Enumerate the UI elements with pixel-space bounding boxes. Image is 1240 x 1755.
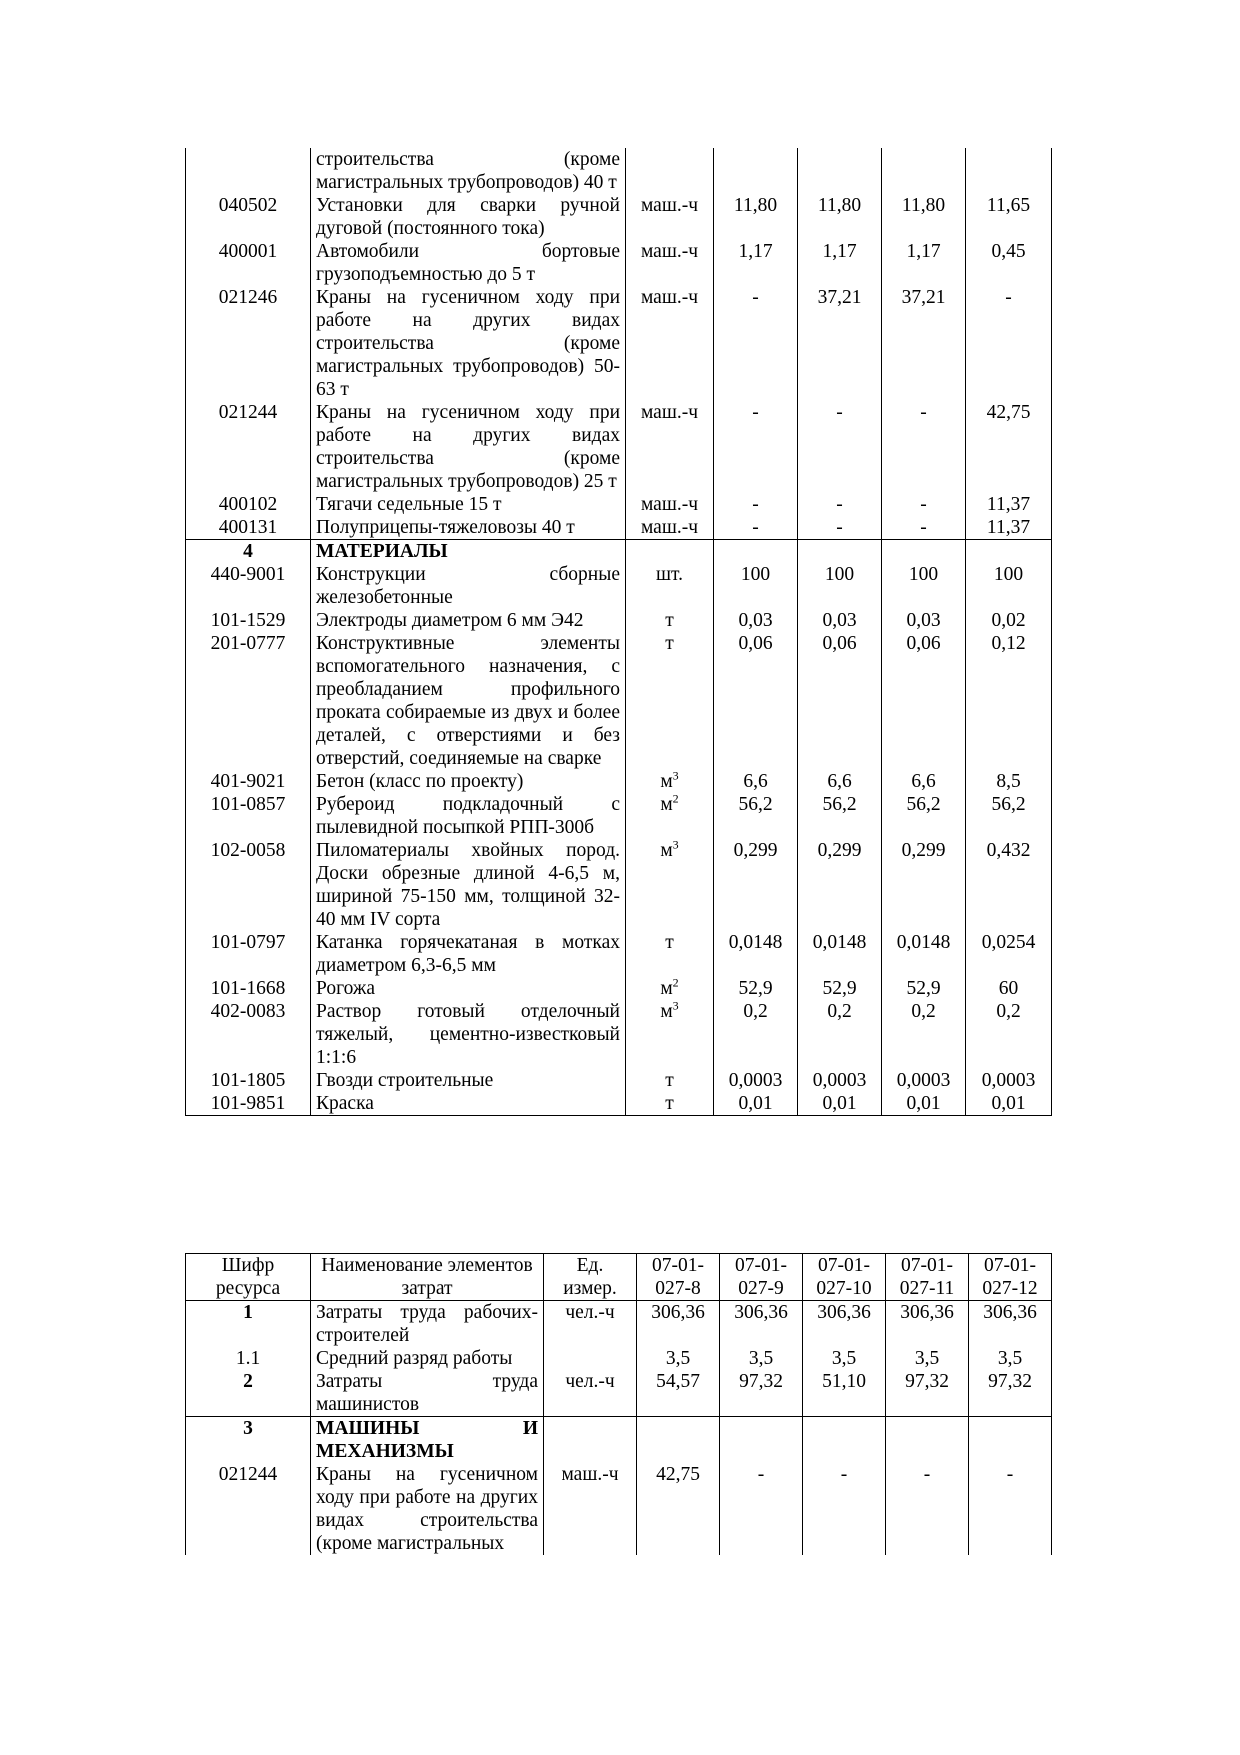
unit: маш.-ч bbox=[640, 195, 699, 216]
value-cell: 0,01 bbox=[966, 1092, 1052, 1116]
resource-name: Рогожа bbox=[311, 977, 626, 1000]
resource-code: 400102 bbox=[186, 493, 311, 516]
unit-cell bbox=[626, 1069, 714, 1092]
unit-cell bbox=[626, 931, 714, 977]
table-row bbox=[186, 516, 1052, 540]
unit: шт. bbox=[656, 564, 683, 585]
value-cell: 1,17 bbox=[882, 240, 966, 286]
resource-code: 201-0777 bbox=[186, 632, 311, 770]
resource-code: 101-0857 bbox=[186, 793, 311, 839]
value-cell: 0,45 bbox=[966, 240, 1052, 286]
value-cell bbox=[966, 148, 1052, 194]
value-cell: 1,17 bbox=[714, 240, 798, 286]
empty-cell bbox=[803, 1417, 886, 1464]
resource-name: Автомобили бортовые грузоподъемностью до 5 т bbox=[311, 240, 626, 286]
value-cell: 97,32 bbox=[886, 1370, 969, 1417]
value-cell: 0,299 bbox=[882, 839, 966, 931]
value-cell: 0,0003 bbox=[966, 1069, 1052, 1092]
table-row bbox=[186, 563, 1052, 609]
value-cell: 0,0148 bbox=[798, 931, 882, 977]
value-cell bbox=[714, 148, 798, 194]
resource-code: 440-9001 bbox=[186, 563, 311, 609]
resource-name: Краны на гусеничном ходу при работе на других видах строительства (кроме магистральных bbox=[311, 1463, 544, 1555]
value-cell: 306,36 bbox=[637, 1301, 720, 1348]
header-norm-code: 07-01-027-12 bbox=[969, 1254, 1052, 1301]
value-cell: - bbox=[798, 516, 882, 540]
value-cell bbox=[798, 148, 882, 194]
table-row bbox=[186, 839, 1052, 931]
unit: т bbox=[665, 610, 674, 631]
resource-code: 2 bbox=[186, 1370, 311, 1417]
value-cell: 97,32 bbox=[720, 1370, 803, 1417]
empty-cell bbox=[969, 1417, 1052, 1464]
value-cell: 0,0148 bbox=[882, 931, 966, 977]
value-cell: 37,21 bbox=[882, 286, 966, 401]
unit-exponent: 2 bbox=[672, 975, 679, 990]
unit: маш.-ч bbox=[640, 287, 699, 308]
header-code: Шифр ресурса bbox=[186, 1254, 311, 1301]
table-row bbox=[186, 1463, 1052, 1555]
value-cell: - bbox=[798, 493, 882, 516]
value-cell: 11,37 bbox=[966, 493, 1052, 516]
value-cell: 306,36 bbox=[803, 1301, 886, 1348]
section-code: 4 bbox=[186, 540, 311, 564]
resource-name: Пиломатериалы хвойных пород. Доски обрезные длиной 4-6,5 м, шириной 75-150 мм, толщиной 32-40 мм IV сорта bbox=[311, 839, 626, 931]
unit: м bbox=[660, 978, 673, 999]
table-row bbox=[186, 1000, 1052, 1069]
value-cell: - bbox=[714, 286, 798, 401]
empty-cell bbox=[720, 1417, 803, 1464]
value-cell: 0,01 bbox=[714, 1092, 798, 1116]
value-cell: 100 bbox=[966, 563, 1052, 609]
unit: чел.-ч bbox=[565, 1371, 615, 1392]
value-cell: 0,02 bbox=[966, 609, 1052, 632]
table-row bbox=[186, 148, 1052, 194]
table-row bbox=[186, 194, 1052, 240]
unit: маш.-ч bbox=[640, 241, 699, 262]
header-unit: Ед. измер. bbox=[544, 1254, 637, 1301]
unit-cell bbox=[544, 1301, 637, 1348]
table-row bbox=[186, 1347, 1052, 1370]
resource-code: 1.1 bbox=[186, 1347, 311, 1370]
value-cell: - bbox=[798, 401, 882, 493]
value-cell: 52,9 bbox=[882, 977, 966, 1000]
resource-code: 101-1805 bbox=[186, 1069, 311, 1092]
value-cell: 42,75 bbox=[637, 1463, 720, 1555]
resource-name: Бетон (класс по проекту) bbox=[311, 770, 626, 793]
resources-table bbox=[185, 1253, 1052, 1555]
unit-cell bbox=[626, 194, 714, 240]
unit-cell bbox=[544, 1463, 637, 1555]
value-cell: 97,32 bbox=[969, 1370, 1052, 1417]
value-cell: 3,5 bbox=[803, 1347, 886, 1370]
empty-cell bbox=[882, 540, 966, 564]
value-cell: 100 bbox=[798, 563, 882, 609]
unit: м bbox=[660, 840, 673, 861]
value-cell: 54,57 bbox=[637, 1370, 720, 1417]
value-cell bbox=[882, 148, 966, 194]
unit-cell bbox=[626, 401, 714, 493]
resource-code: 021244 bbox=[186, 1463, 311, 1555]
unit-cell bbox=[626, 563, 714, 609]
unit-cell bbox=[626, 1000, 714, 1069]
unit-exponent: 2 bbox=[672, 791, 679, 806]
table-row bbox=[186, 493, 1052, 516]
unit-cell bbox=[544, 1347, 637, 1370]
resource-name: Полуприцепы-тяжеловозы 40 т bbox=[311, 516, 626, 540]
value-cell: 6,6 bbox=[714, 770, 798, 793]
unit-cell bbox=[626, 240, 714, 286]
value-cell: 3,5 bbox=[720, 1347, 803, 1370]
materials-table bbox=[185, 148, 1052, 1116]
value-cell: 3,5 bbox=[886, 1347, 969, 1370]
value-cell: 52,9 bbox=[798, 977, 882, 1000]
value-cell: 0,432 bbox=[966, 839, 1052, 931]
unit: маш.-ч bbox=[561, 1464, 619, 1485]
value-cell: - bbox=[803, 1463, 886, 1555]
empty-cell bbox=[637, 1417, 720, 1464]
value-cell: 306,36 bbox=[720, 1301, 803, 1348]
header-norm-code: 07-01-027-9 bbox=[720, 1254, 803, 1301]
unit-cell bbox=[626, 286, 714, 401]
resource-code: 401-9021 bbox=[186, 770, 311, 793]
value-cell: 1,17 bbox=[798, 240, 882, 286]
unit: м bbox=[660, 771, 673, 792]
value-cell: 11,80 bbox=[882, 194, 966, 240]
unit: чел.-ч bbox=[565, 1302, 615, 1323]
resource-code: 021244 bbox=[186, 401, 311, 493]
section-title: МАШИНЫ И МЕХАНИЗМЫ bbox=[311, 1417, 544, 1464]
table-row bbox=[186, 977, 1052, 1000]
unit: м bbox=[660, 1001, 673, 1022]
resource-code: 101-0797 bbox=[186, 931, 311, 977]
empty-cell bbox=[966, 540, 1052, 564]
value-cell: 0,299 bbox=[798, 839, 882, 931]
value-cell: 6,6 bbox=[882, 770, 966, 793]
resource-name: Конструктивные элементы вспомогательного назначения, с преобладанием профильного проката собираемые из двух и более деталей, с отверстиями и без отверстий, соединяемые на сварке bbox=[311, 632, 626, 770]
value-cell: 37,21 bbox=[798, 286, 882, 401]
value-cell: - bbox=[969, 1463, 1052, 1555]
table-row bbox=[186, 1069, 1052, 1092]
value-cell: 100 bbox=[882, 563, 966, 609]
empty-cell bbox=[798, 540, 882, 564]
value-cell: 3,5 bbox=[637, 1347, 720, 1370]
value-cell: 100 bbox=[714, 563, 798, 609]
value-cell: 0,2 bbox=[882, 1000, 966, 1069]
value-cell: 0,12 bbox=[966, 632, 1052, 770]
resource-name: Гвозди строительные bbox=[311, 1069, 626, 1092]
value-cell: - bbox=[714, 493, 798, 516]
value-cell: 42,75 bbox=[966, 401, 1052, 493]
table-row bbox=[186, 1092, 1052, 1116]
value-cell: 11,80 bbox=[714, 194, 798, 240]
value-cell: 52,9 bbox=[714, 977, 798, 1000]
resource-code: 101-1668 bbox=[186, 977, 311, 1000]
unit-cell bbox=[626, 1092, 714, 1116]
value-cell: - bbox=[714, 401, 798, 493]
value-cell: 11,65 bbox=[966, 194, 1052, 240]
value-cell: 0,0148 bbox=[714, 931, 798, 977]
resource-code: 101-9851 bbox=[186, 1092, 311, 1116]
table-row bbox=[186, 286, 1052, 401]
resource-name: Раствор готовый отделочный тяжелый, цементно-известковый 1:1:6 bbox=[311, 1000, 626, 1069]
table-row bbox=[186, 632, 1052, 770]
unit: т bbox=[665, 633, 674, 654]
value-cell: 60 bbox=[966, 977, 1052, 1000]
table-row bbox=[186, 793, 1052, 839]
table-row bbox=[186, 1301, 1052, 1348]
header-norm-code: 07-01-027-10 bbox=[803, 1254, 886, 1301]
value-cell: 0,03 bbox=[882, 609, 966, 632]
unit: м bbox=[660, 794, 673, 815]
table-row bbox=[186, 1370, 1052, 1417]
unit-cell bbox=[626, 839, 714, 931]
unit-exponent: 3 bbox=[672, 837, 679, 852]
table-row bbox=[186, 240, 1052, 286]
value-cell: 56,2 bbox=[714, 793, 798, 839]
resource-name: Затраты труда рабочих-строителей bbox=[311, 1301, 544, 1348]
value-cell: - bbox=[720, 1463, 803, 1555]
resource-name: Рубероид подкладочный с пылевидной посыпкой РПП-300б bbox=[311, 793, 626, 839]
value-cell: 11,37 bbox=[966, 516, 1052, 540]
resource-name: Краска bbox=[311, 1092, 626, 1116]
value-cell: 0,03 bbox=[798, 609, 882, 632]
value-cell: 0,06 bbox=[714, 632, 798, 770]
unit: маш.-ч bbox=[640, 402, 699, 423]
value-cell: 0,0003 bbox=[798, 1069, 882, 1092]
unit-cell bbox=[626, 793, 714, 839]
value-cell: 0,0254 bbox=[966, 931, 1052, 977]
unit: т bbox=[665, 1070, 674, 1091]
resource-code: 101-1529 bbox=[186, 609, 311, 632]
value-cell: 56,2 bbox=[798, 793, 882, 839]
resource-name: Краны на гусеничном ходу при работе на других видах строительства (кроме магистральных трубопроводов) 25 т bbox=[311, 401, 626, 493]
unit-exponent: 3 bbox=[672, 998, 679, 1013]
header-row bbox=[186, 1254, 1052, 1301]
resource-name: Установки для сварки ручной дуговой (постоянного тока) bbox=[311, 194, 626, 240]
table-row bbox=[186, 931, 1052, 977]
value-cell: 306,36 bbox=[969, 1301, 1052, 1348]
value-cell: 6,6 bbox=[798, 770, 882, 793]
table-row bbox=[186, 401, 1052, 493]
value-cell: - bbox=[714, 516, 798, 540]
unit-exponent: 3 bbox=[672, 768, 679, 783]
value-cell: 0,299 bbox=[714, 839, 798, 931]
value-cell: 0,06 bbox=[798, 632, 882, 770]
empty-cell bbox=[626, 540, 714, 564]
resource-name: Катанка горячекатаная в мотках диаметром 6,3-6,5 мм bbox=[311, 931, 626, 977]
resource-code: 402-0083 bbox=[186, 1000, 311, 1069]
resource-name: Средний разряд работы bbox=[311, 1347, 544, 1370]
unit: маш.-ч bbox=[640, 494, 699, 515]
value-cell: 11,80 bbox=[798, 194, 882, 240]
unit-cell bbox=[626, 516, 714, 540]
empty-cell bbox=[544, 1417, 637, 1464]
value-cell: 51,10 bbox=[803, 1370, 886, 1417]
table-row bbox=[186, 609, 1052, 632]
value-cell: 0,06 bbox=[882, 632, 966, 770]
resource-code: 102-0058 bbox=[186, 839, 311, 931]
section-code: 3 bbox=[186, 1417, 311, 1464]
resource-code: 400001 bbox=[186, 240, 311, 286]
empty-cell bbox=[714, 540, 798, 564]
value-cell: 0,2 bbox=[798, 1000, 882, 1069]
header-norm-code: 07-01-027-11 bbox=[886, 1254, 969, 1301]
value-cell: 0,0003 bbox=[714, 1069, 798, 1092]
resource-code: 021246 bbox=[186, 286, 311, 401]
value-cell: 56,2 bbox=[966, 793, 1052, 839]
unit: т bbox=[665, 932, 674, 953]
value-cell: 0,01 bbox=[882, 1092, 966, 1116]
unit: т bbox=[665, 1093, 674, 1114]
resource-name: Конструкции сборные железобетонные bbox=[311, 563, 626, 609]
resource-name: Краны на гусеничном ходу при работе на других видах строительства (кроме магистральных трубопроводов) 50-63 т bbox=[311, 286, 626, 401]
resource-name: Тягачи седельные 15 т bbox=[311, 493, 626, 516]
section-title: МАТЕРИАЛЫ bbox=[311, 540, 626, 564]
header-norm-code: 07-01-027-8 bbox=[637, 1254, 720, 1301]
resource-code: 040502 bbox=[186, 194, 311, 240]
resource-code: 400131 bbox=[186, 516, 311, 540]
table-row bbox=[186, 770, 1052, 793]
unit-cell bbox=[626, 977, 714, 1000]
value-cell: 56,2 bbox=[882, 793, 966, 839]
empty-cell bbox=[886, 1417, 969, 1464]
value-cell: 8,5 bbox=[966, 770, 1052, 793]
value-cell: 0,2 bbox=[966, 1000, 1052, 1069]
unit-cell bbox=[626, 609, 714, 632]
value-cell: 0,2 bbox=[714, 1000, 798, 1069]
unit-cell bbox=[544, 1370, 637, 1417]
section-row bbox=[186, 540, 1052, 564]
unit: маш.-ч bbox=[640, 517, 699, 538]
resource-name: строительства (кроме магистральных трубопроводов) 40 т bbox=[311, 148, 626, 194]
resource-code: 1 bbox=[186, 1301, 311, 1348]
value-cell: 306,36 bbox=[886, 1301, 969, 1348]
section-row bbox=[186, 1417, 1052, 1464]
value-cell: - bbox=[966, 286, 1052, 401]
value-cell: 3,5 bbox=[969, 1347, 1052, 1370]
unit-cell bbox=[626, 493, 714, 516]
unit-cell bbox=[626, 148, 714, 194]
value-cell: 0,01 bbox=[798, 1092, 882, 1116]
value-cell: - bbox=[886, 1463, 969, 1555]
resource-code bbox=[186, 148, 311, 194]
value-cell: 0,0003 bbox=[882, 1069, 966, 1092]
value-cell: - bbox=[882, 401, 966, 493]
unit-cell bbox=[626, 632, 714, 770]
value-cell: - bbox=[882, 516, 966, 540]
resource-name: Затраты труда машинистов bbox=[311, 1370, 544, 1417]
unit-cell bbox=[626, 770, 714, 793]
header-name: Наименование элементов затрат bbox=[311, 1254, 544, 1301]
value-cell: - bbox=[882, 493, 966, 516]
value-cell: 0,03 bbox=[714, 609, 798, 632]
resource-name: Электроды диаметром 6 мм Э42 bbox=[311, 609, 626, 632]
